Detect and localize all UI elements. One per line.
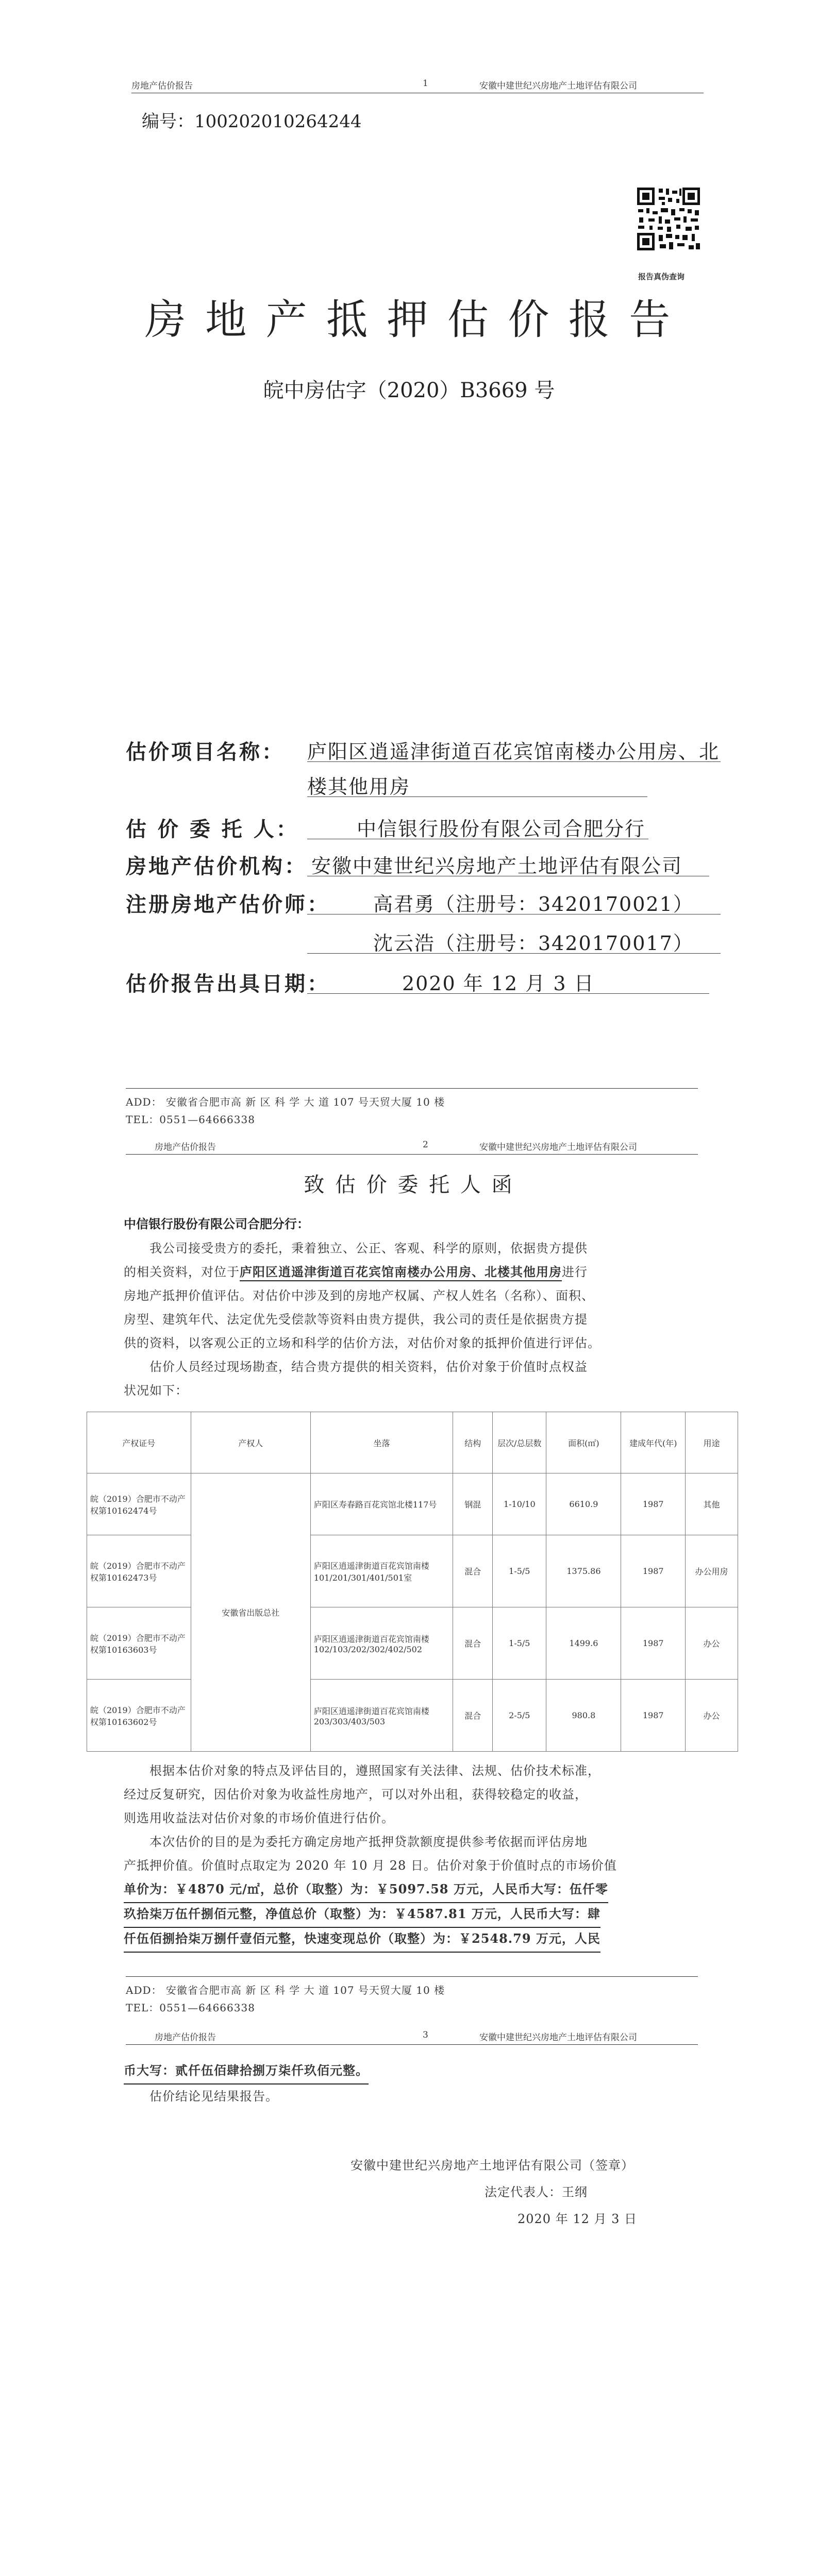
company-signature: 安徽中建世纪兴房地产土地评估有限公司（签章） xyxy=(350,2158,634,2173)
header-left: 房地产估价报告 xyxy=(155,1142,216,1153)
use-cell: 办公 xyxy=(686,1680,738,1752)
cert-cell: 皖（2019）合肥市不动产权第10162473号 xyxy=(87,1535,191,1607)
qr-caption: 报告真伪查询 xyxy=(638,272,685,281)
footer-tel: TEL：0551—64666338 xyxy=(126,1113,255,1126)
table-row xyxy=(87,1607,738,1680)
para1-line1: 我公司接受贵方的委托，秉着独立、公正、客观、科学的原则，依据贵方提供 xyxy=(149,1241,588,1256)
legal-representative: 法定代表人：王纲 xyxy=(485,2185,588,2199)
floor-cell: 1-5/5 xyxy=(493,1535,546,1607)
agency-label: 房地产估价机构： xyxy=(126,854,307,878)
header-right: 安徽中建世纪兴房地产土地评估有限公司 xyxy=(479,2032,637,2043)
col-use: 用途 xyxy=(686,1412,738,1473)
date-underline xyxy=(307,993,709,994)
para1-line2-pre: 的相关资料，对位于 xyxy=(124,1265,240,1279)
header-page-number: 2 xyxy=(423,1140,428,1150)
project-underline-2 xyxy=(307,796,647,797)
client-value: 中信银行股份有限公司合肥分行 xyxy=(357,818,646,840)
footer-address: ADD： 安徽省合肥市高 新 区 科 学 大 道 107 号天贸大厦 10 楼 xyxy=(126,1984,445,1996)
area-cell: 1499.6 xyxy=(546,1607,621,1680)
header-page-number: 1 xyxy=(423,78,428,89)
salutation: 中信银行股份有限公司合肥分行： xyxy=(124,1216,309,1231)
header-right: 安徽中建世纪兴房地产土地评估有限公司 xyxy=(479,1142,637,1153)
para3-line1: 根据本估价对象的特点及评估目的，遵照国家有关法律、法规、估价技术标准， xyxy=(149,1764,600,1778)
location-cell: 庐阳区寿春路百花宾馆北楼117号 xyxy=(310,1473,453,1535)
structure-cell: 钢混 xyxy=(453,1473,493,1535)
use-cell: 办公用房 xyxy=(686,1535,738,1607)
date-value: 2020 年 12 月 3 日 xyxy=(402,972,595,995)
para1-line2-post: 进行 xyxy=(562,1265,588,1279)
area-cell: 1375.86 xyxy=(546,1535,621,1607)
para2-line2: 状况如下： xyxy=(124,1383,188,1398)
use-cell: 办公 xyxy=(686,1607,738,1680)
location-cell: 庐阳区逍遥津街道百花宾馆南楼203/303/403/503 xyxy=(310,1680,453,1752)
floor-cell: 1-5/5 xyxy=(493,1607,546,1680)
appraiser-1: 高君勇（注册号：3420170021） xyxy=(373,893,694,916)
para1-line2 xyxy=(124,1260,588,1284)
project-name-label: 估价项目名称： xyxy=(126,740,285,764)
property-table xyxy=(87,1412,738,1752)
year-cell: 1987 xyxy=(621,1473,686,1535)
area-cell: 980.8 xyxy=(546,1680,621,1752)
para3-line2: 经过反复研究，因估价对象为收益性房地产，可以对外出租，获得较稳定的收益， xyxy=(124,1787,588,1802)
table-row xyxy=(87,1473,738,1535)
project-underline-1 xyxy=(307,761,721,762)
letter-title: 致 估 价 委 托 人 函 xyxy=(304,1173,514,1197)
header-left: 房地产估价报告 xyxy=(131,81,193,91)
year-cell: 1987 xyxy=(621,1607,686,1680)
para1-line3: 房地产抵押价值评估。对估价中涉及到的房地产权属、产权人姓名（名称）、面积、 xyxy=(124,1289,594,1303)
col-cert: 产权证号 xyxy=(87,1412,191,1473)
conclusion-note: 估价结论见结果报告。 xyxy=(149,2089,278,2104)
para2-line1: 估价人员经过现场勘查，结合贵方提供的相关资料，估价对象于价值时点权益 xyxy=(149,1360,588,1374)
cert-cell: 皖（2019）合肥市不动产权第10163603号 xyxy=(87,1607,191,1680)
client-label: 估 价 委 托 人： xyxy=(126,817,299,841)
para4-line5: 仟伍佰捌拾柒万捌仟壹佰元整，快速变现总价（取整）为：￥2548.79 万元，人民 xyxy=(124,1927,600,1953)
area-cell: 6610.9 xyxy=(546,1473,621,1535)
cert-cell: 皖（2019）合肥市不动产权第10163602号 xyxy=(87,1680,191,1752)
project-name-line2: 楼其他用房 xyxy=(307,775,411,798)
para1-line4: 房型、建筑年代、法定优先受偿款等资料由贵方提供，我公司的责任是依据贵方提 xyxy=(124,1312,588,1327)
signature-date: 2020 年 12 月 3 日 xyxy=(517,2212,638,2226)
use-cell: 其他 xyxy=(686,1473,738,1535)
appraiser-2-underline xyxy=(307,953,721,954)
col-owner: 产权人 xyxy=(191,1412,310,1473)
footer-address: ADD： 安徽省合肥市高 新 区 科 学 大 道 107 号天贸大厦 10 楼 xyxy=(126,1096,445,1108)
footer-rule xyxy=(126,1088,698,1089)
footer-rule xyxy=(126,1976,698,1977)
location-cell: 庐阳区逍遥津街道百花宾馆南楼101/201/301/401/501室 xyxy=(310,1535,453,1607)
table-row xyxy=(87,1535,738,1607)
col-year: 建成年代(年) xyxy=(621,1412,686,1473)
structure-cell: 混合 xyxy=(453,1607,493,1680)
para4-line2: 产抵押价值。价值时点取定为 2020 年 10 月 28 日。估价对象于价值时点的市场价值 xyxy=(124,1858,617,1873)
col-structure: 结构 xyxy=(453,1412,493,1473)
para3-line3: 则选用收益法对估价对象的市场价值进行估价。 xyxy=(124,1811,394,1825)
appraiser-2: 沈云浩（注册号：3420170017） xyxy=(373,932,694,955)
structure-cell: 混合 xyxy=(453,1680,493,1752)
header-rule xyxy=(126,1154,698,1155)
document-number: 皖中房估字（2020）B3669 号 xyxy=(263,379,555,402)
header-page-number: 3 xyxy=(423,2030,428,2040)
col-area: 面积(㎡) xyxy=(546,1412,621,1473)
project-name-line1: 庐阳区逍遥津街道百花宾馆南楼办公用房、北 xyxy=(307,740,720,763)
year-cell: 1987 xyxy=(621,1680,686,1752)
location-cell: 庐阳区逍遥津街道百花宾馆南楼102/103/202/302/402/502 xyxy=(310,1607,453,1680)
para4-line4: 玖拾柒万伍仟捌佰元整，净值总价（取整）为：￥4587.81 万元，人民币大写：肆 xyxy=(124,1902,600,1928)
table-row xyxy=(87,1680,738,1752)
agency-value: 安徽中建世纪兴房地产土地评估有限公司 xyxy=(311,855,683,877)
date-label: 估价报告出具日期： xyxy=(126,972,330,996)
structure-cell: 混合 xyxy=(453,1535,493,1607)
para4-line3: 单价为：￥4870 元/㎡，总价（取整）为：￥5097.58 万元，人民币大写：伍仟零 xyxy=(124,1877,608,1903)
table-header-row xyxy=(87,1412,738,1473)
para4-line1: 本次估价的目的是为委托方确定房地产抵押贷款额度提供参考依据而评估房地 xyxy=(149,1835,588,1849)
col-location: 坐落 xyxy=(310,1412,453,1473)
header-left: 房地产估价报告 xyxy=(155,2032,216,2043)
col-floor: 层次/总层数 xyxy=(493,1412,546,1473)
footer-tel: TEL：0551—64666338 xyxy=(126,2002,255,2014)
header-rule xyxy=(126,2044,698,2045)
floor-cell: 2-5/5 xyxy=(493,1680,546,1752)
report-title: 房 地 产 抵 押 估 价 报 告 xyxy=(144,296,674,344)
cert-cell: 皖（2019）合肥市不动产权第10162474号 xyxy=(87,1473,191,1535)
floor-cell: 1-10/10 xyxy=(493,1473,546,1535)
amount-continuation: 币大写：贰仟伍佰肆拾捌万柒仟玖佰元整。 xyxy=(124,2059,369,2084)
property-name-bold: 庐阳区逍遥津街道百花宾馆南楼办公用房、北楼其他用房 xyxy=(240,1264,562,1281)
para1-line5: 供的资料，以客观公正的立场和科学的估价方法，对估价对象的抵押价值进行评估。 xyxy=(124,1336,600,1350)
year-cell: 1987 xyxy=(621,1535,686,1607)
report-number: 编号：100202010264244 xyxy=(142,111,362,132)
qr-code[interactable] xyxy=(635,185,702,252)
appraiser-label: 注册房地产估价师： xyxy=(126,892,330,917)
header-right: 安徽中建世纪兴房地产土地评估有限公司 xyxy=(479,81,637,91)
owner-cell: 安徽省出版总社 xyxy=(191,1473,310,1752)
